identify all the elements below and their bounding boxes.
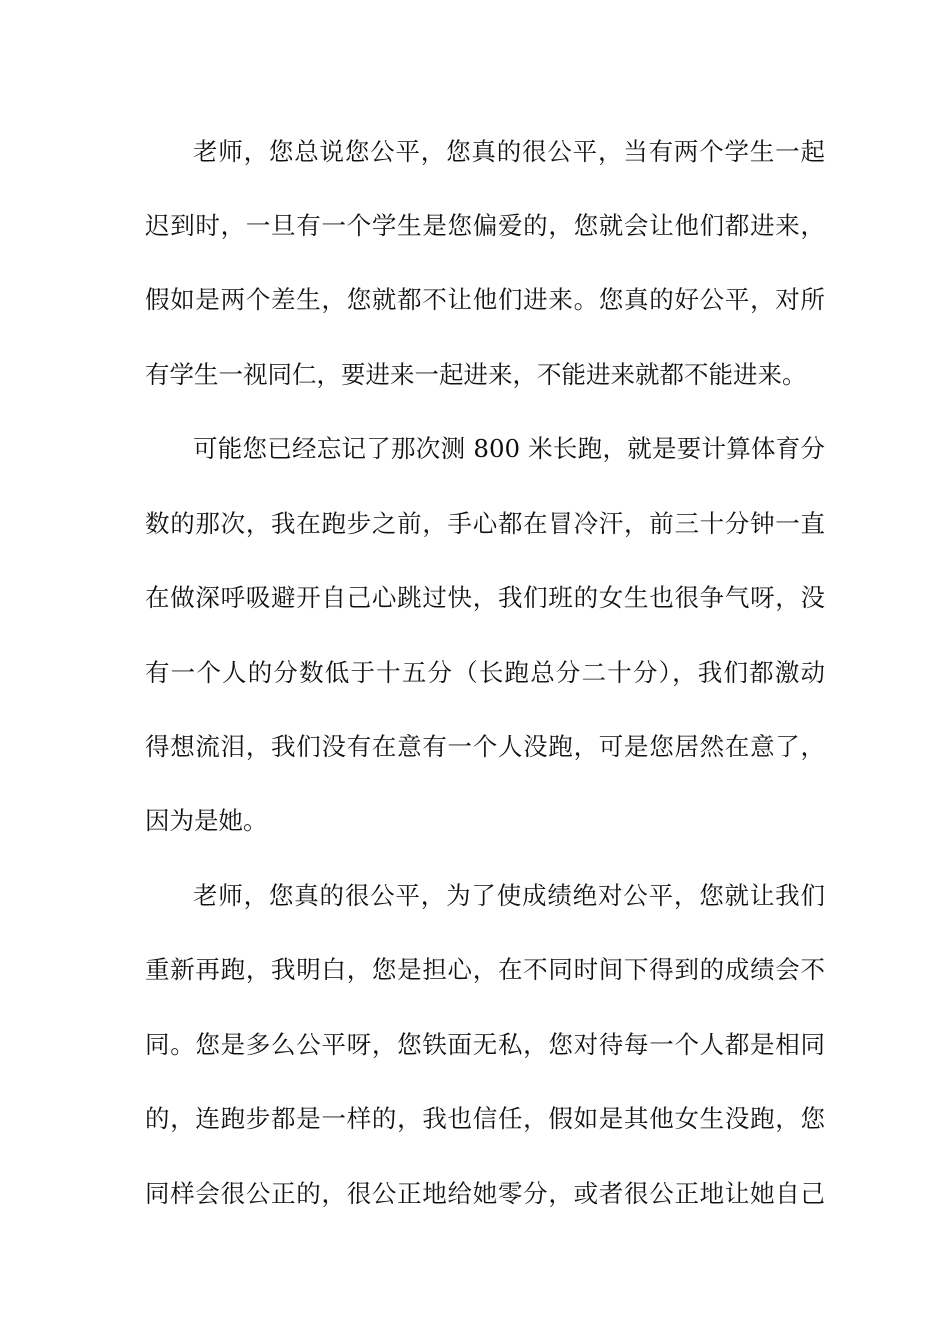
text-line: 老师，您真的很公平，为了使成绩绝对公平，您就让我们 (193, 881, 825, 910)
text-line: 的，连跑步都是一样的，我也信任，假如是其他女生没跑，您 (145, 1104, 825, 1133)
text-line: 同。您是多么公平呀，您铁面无私，您对待每一个人都是相同 (145, 1030, 825, 1059)
text-line: 数的那次，我在跑步之前，手心都在冒冷汗，前三十分钟一直 (145, 509, 825, 538)
text-line: 迟到时，一旦有一个学生是您偏爱的，您就会让他们都进来， (145, 211, 825, 240)
text-line: 老师，您总说您公平，您真的很公平，当有两个学生一起 (193, 137, 825, 166)
text-line: 因为是她。 (145, 806, 268, 835)
text-line: 有一个人的分数低于十五分（长跑总分二十分），我们都激动 (145, 658, 825, 687)
text-line: 有学生一视同仁，要进来一起进来，不能进来就都不能进来。 (145, 360, 807, 389)
text-line: 在做深呼吸避开自己心跳过快，我们班的女生也很争气呀，没 (145, 583, 825, 612)
text-line: 可能您已经忘记了那次测 800 米长跑，就是要计算体育分 (193, 434, 825, 463)
text-line: 得想流泪，我们没有在意有一个人没跑，可是您居然在意了， (145, 732, 825, 761)
text-line: 重新再跑，我明白，您是担心，在不同时间下得到的成绩会不 (145, 955, 825, 984)
text-line: 假如是两个差生，您就都不让他们进来。您真的好公平，对所 (145, 285, 825, 314)
text-line: 同样会很公正的，很公正地给她零分，或者很公正地让她自己 (145, 1179, 825, 1208)
